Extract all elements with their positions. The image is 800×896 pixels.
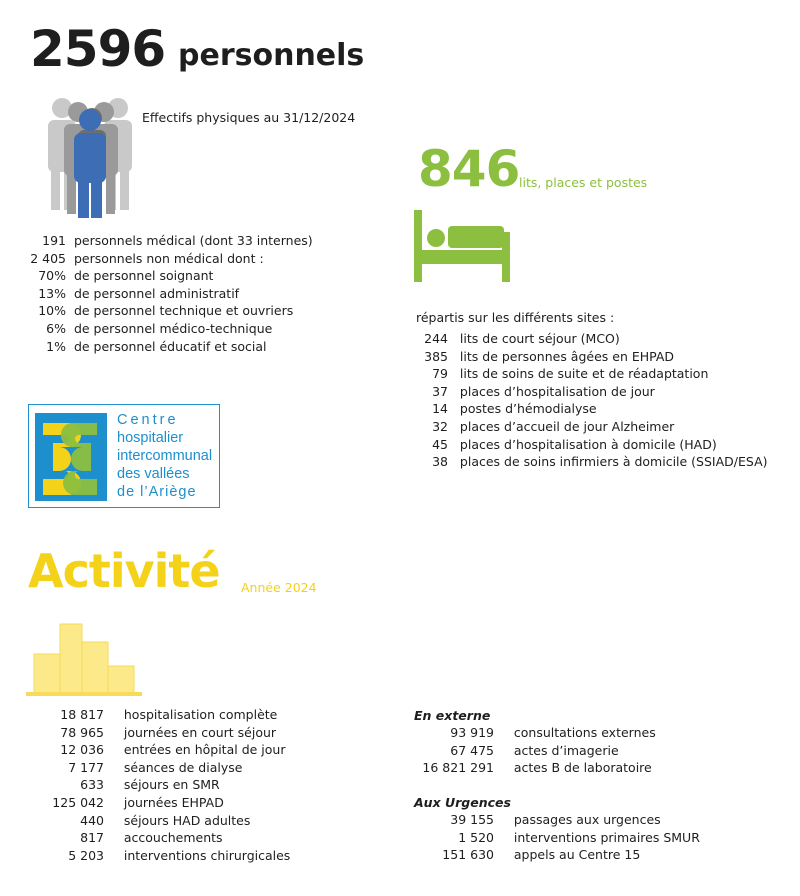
logo-line: des vallées <box>117 466 190 482</box>
list-item: 79 lits de soins de suite et de réadaptation <box>432 366 709 382</box>
list-item: 7 177 séances de dialyse <box>68 759 243 775</box>
list-item: 125 042 journées EHPAD <box>52 795 224 810</box>
list-item: 18 817 hospitalisation complète <box>60 707 278 722</box>
list-item: 440 séjours HAD adultes <box>80 812 251 828</box>
beds-total: 846 <box>418 140 520 198</box>
activity-title: Activité <box>28 544 220 598</box>
activity-year: Année 2024 <box>241 580 317 595</box>
list-item: 38 places de soins infirmiers à domicile (SSIAD/ESA) <box>432 454 768 470</box>
list-item: 13% de personnel administratif <box>38 285 240 301</box>
list-item: 39 155 passages aux urgences <box>450 812 661 827</box>
list-item: 12 036 entrées en hôpital de jour <box>60 742 286 758</box>
list-item: 78 965 journées en court séjour <box>60 724 277 740</box>
logo-emblem <box>35 413 107 501</box>
list-item: 70% de personnel soignant <box>38 268 214 284</box>
list-item: 6% de personnel médico-technique <box>46 321 273 336</box>
list-item: 151 630 appels au Centre 15 <box>442 847 641 863</box>
list-item: 1% de personnel éducatif et social <box>46 338 267 354</box>
emergency-title: Aux Urgences <box>414 795 511 810</box>
list-item: 93 919 consultations externes <box>450 725 656 740</box>
list-item: 385 lits de personnes âgées en EHPAD <box>424 348 675 364</box>
list-item: 817 accouchements <box>80 830 223 846</box>
list-item: 45 places d’hospitalisation à domicile (HAD) <box>432 436 717 452</box>
logo-line: Centre <box>117 412 179 428</box>
staff-total: 2596 <box>30 20 166 78</box>
list-item: 14 postes d’hémodialyse <box>432 401 597 417</box>
hospital-logo <box>28 404 220 508</box>
staff-total-label: personnels <box>178 38 365 73</box>
list-item: 10% de personnel technique et ouvriers <box>38 303 294 319</box>
staff-people-icon <box>40 96 140 220</box>
staff-caption: Effectifs physiques au 31/12/2024 <box>142 110 356 125</box>
activity-bar-icon <box>26 620 142 696</box>
list-item: 67 475 actes d’imagerie <box>450 742 619 758</box>
beds-total-label: lits, places et postes <box>519 175 648 190</box>
logo-line: hospitalier <box>117 430 184 446</box>
beds-intro: répartis sur les différents sites : <box>416 310 615 325</box>
logo-line: de l’Ariège <box>117 484 197 500</box>
list-item: 633 séjours en SMR <box>80 777 220 793</box>
external-title: En externe <box>414 708 491 723</box>
list-item: 2 405 personnels non médical dont : <box>30 250 264 266</box>
list-item: 1 520 interventions primaires SMUR <box>458 829 700 845</box>
list-item: 16 821 291 actes B de laboratoire <box>422 760 652 776</box>
logo-text <box>117 411 212 501</box>
list-item: 244 lits de court séjour (MCO) <box>424 331 620 346</box>
logo-line: intercommunal <box>117 448 213 464</box>
list-item: 37 places d’hospitalisation de jour <box>432 383 655 399</box>
bed-icon <box>414 210 510 282</box>
list-item: 5 203 interventions chirurgicales <box>68 847 291 863</box>
list-item: 32 places d’accueil de jour Alzheimer <box>432 419 675 434</box>
list-item: 191 personnels médical (dont 33 internes) <box>42 233 313 248</box>
